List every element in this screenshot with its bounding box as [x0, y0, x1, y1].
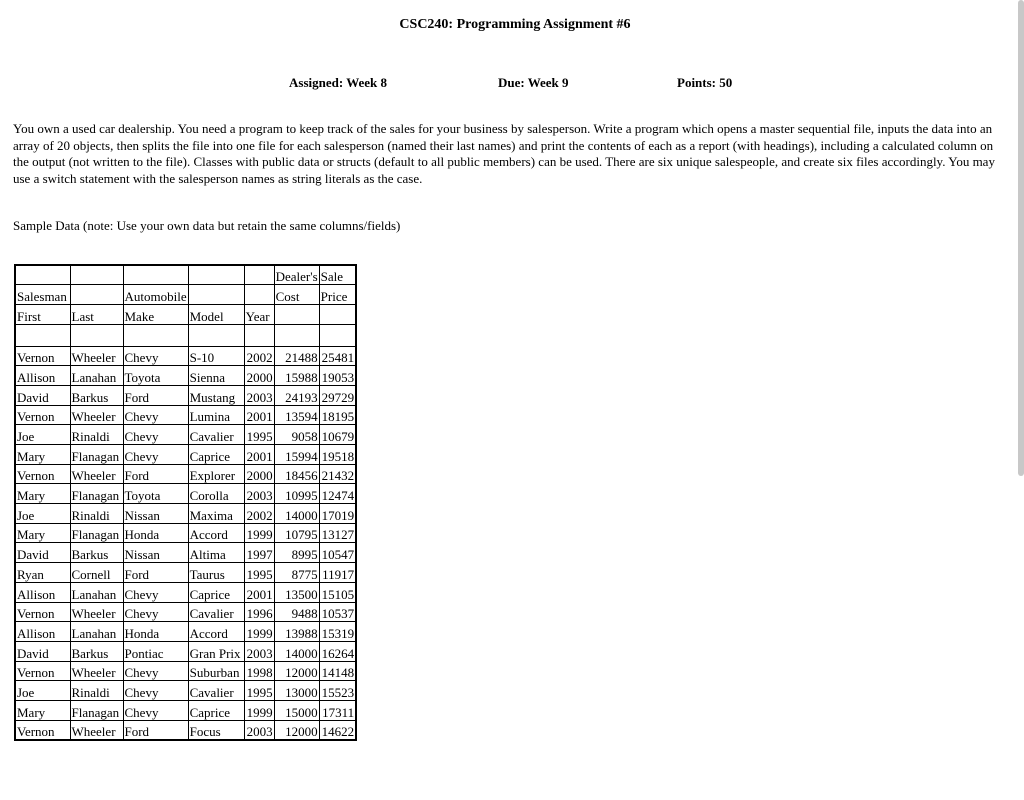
year-cell: 2001 [244, 405, 274, 425]
dealer-cost-cell: 18456 [274, 464, 319, 484]
last-name-cell: Barkus [70, 543, 123, 563]
make-cell: Honda [123, 622, 188, 642]
dealer-cost-cell: 13500 [274, 582, 319, 602]
sale-price-cell: 17311 [319, 700, 356, 720]
first-name-cell: Vernon [15, 661, 70, 681]
make-cell: Toyota [123, 484, 188, 504]
dealer-cost-cell: 8995 [274, 543, 319, 563]
year-cell: 1999 [244, 622, 274, 642]
header-sale-price-cell: Price [319, 285, 356, 305]
first-name-cell: David [15, 385, 70, 405]
year-cell: 1996 [244, 602, 274, 622]
table-row [15, 366, 356, 386]
vertical-scrollbar[interactable] [1018, 0, 1024, 476]
first-name-cell: Mary [15, 523, 70, 543]
model-cell: Corolla [188, 484, 244, 504]
header-make-cell [123, 265, 188, 285]
last-name-cell: Wheeler [70, 464, 123, 484]
first-name-cell: Ryan [15, 563, 70, 583]
year-cell: 2000 [244, 366, 274, 386]
assignment-title: CSC240: Programming Assignment #6 [399, 17, 631, 32]
first-name-cell: Joe [15, 504, 70, 524]
year-cell: 1995 [244, 681, 274, 701]
first-name-cell: Joe [15, 425, 70, 445]
make-cell: Chevy [123, 681, 188, 701]
header-last-name-cell: Last [70, 304, 123, 324]
table-row [15, 602, 356, 622]
dealer-cost-cell: 10795 [274, 523, 319, 543]
dealer-cost-cell: 21488 [274, 346, 319, 366]
due-week: Due: Week 9 [498, 75, 569, 90]
make-cell: Chevy [123, 582, 188, 602]
sale-price-cell: 10547 [319, 543, 356, 563]
make-cell: Ford [123, 563, 188, 583]
header-dealer-cost-cell [274, 304, 319, 324]
model-cell: Cavalier [188, 425, 244, 445]
sale-price-cell: 16264 [319, 641, 356, 661]
year-cell: 1998 [244, 661, 274, 681]
sale-price-cell: 18195 [319, 405, 356, 425]
empty-cell [15, 324, 70, 346]
make-cell: Honda [123, 523, 188, 543]
sale-price-cell: 14622 [319, 720, 356, 740]
model-cell: Accord [188, 622, 244, 642]
model-cell: Gran Prix [188, 641, 244, 661]
dealer-cost-cell: 15994 [274, 445, 319, 465]
year-cell: 1997 [244, 543, 274, 563]
make-cell: Chevy [123, 405, 188, 425]
make-cell: Chevy [123, 425, 188, 445]
make-cell: Chevy [123, 700, 188, 720]
model-cell: Suburban [188, 661, 244, 681]
dealer-cost-cell: 14000 [274, 504, 319, 524]
dealer-cost-cell: 13594 [274, 405, 319, 425]
table-row [15, 405, 356, 425]
sale-price-cell: 12474 [319, 484, 356, 504]
year-cell: 1995 [244, 563, 274, 583]
table-row [15, 425, 356, 445]
sale-price-cell: 10679 [319, 425, 356, 445]
model-cell: Lumina [188, 405, 244, 425]
sample-data-table [14, 264, 357, 741]
table-row [15, 700, 356, 720]
table-row [15, 681, 356, 701]
dealer-cost-cell: 15000 [274, 700, 319, 720]
header-row [15, 265, 356, 285]
last-name-cell: Cornell [70, 563, 123, 583]
model-cell: Caprice [188, 582, 244, 602]
header-row [15, 304, 356, 324]
last-name-cell: Rinaldi [70, 425, 123, 445]
first-name-cell: Joe [15, 681, 70, 701]
table-row [15, 346, 356, 366]
empty-cell [70, 324, 123, 346]
dealer-cost-cell: 13000 [274, 681, 319, 701]
last-name-cell: Wheeler [70, 405, 123, 425]
dealer-cost-cell: 15988 [274, 366, 319, 386]
last-name-cell: Lanahan [70, 582, 123, 602]
last-name-cell: Wheeler [70, 346, 123, 366]
first-name-cell: Vernon [15, 346, 70, 366]
last-name-cell: Rinaldi [70, 681, 123, 701]
last-name-cell: Barkus [70, 385, 123, 405]
make-cell: Ford [123, 464, 188, 484]
model-cell: Accord [188, 523, 244, 543]
header-model-cell [188, 285, 244, 305]
dealer-cost-cell: 24193 [274, 385, 319, 405]
model-cell: S-10 [188, 346, 244, 366]
sale-price-cell: 17019 [319, 504, 356, 524]
make-cell: Chevy [123, 346, 188, 366]
header-first-name-cell: First [15, 304, 70, 324]
sale-price-cell: 10537 [319, 602, 356, 622]
header-year-cell: Year [244, 304, 274, 324]
assignment-description: You own a used car dealership. You need a program to keep track of the sales for your business by salesperson. Write a program which opens a master sequential file, inputs the data into an array of 20 objects, then splits the file into one file for each salesperson (named their last names) and print the contents of each as a report (with headings), including a calculated column on the output (not written to the file). Classes with public data or structs (default to all public members) can be used. There are six unique salespeople, and create six files accordingly. You may use a switch statement with the salesperson names as string literals as the case. [13, 121, 995, 186]
sale-price-cell: 25481 [319, 346, 356, 366]
first-name-cell: Mary [15, 445, 70, 465]
last-name-cell: Wheeler [70, 602, 123, 622]
year-cell: 1995 [244, 425, 274, 445]
last-name-cell: Flanagan [70, 484, 123, 504]
year-cell: 2003 [244, 484, 274, 504]
header-make-cell: Make [123, 304, 188, 324]
empty-cell [244, 324, 274, 346]
model-cell: Explorer [188, 464, 244, 484]
sale-price-cell: 21432 [319, 464, 356, 484]
header-row [15, 285, 356, 305]
last-name-cell: Flanagan [70, 700, 123, 720]
year-cell: 2001 [244, 445, 274, 465]
sale-price-cell: 11917 [319, 563, 356, 583]
table-row [15, 543, 356, 563]
sale-price-cell: 29729 [319, 385, 356, 405]
table-row [15, 720, 356, 740]
empty-cell [274, 324, 319, 346]
first-name-cell: Allison [15, 622, 70, 642]
dealer-cost-cell: 9488 [274, 602, 319, 622]
spacer-row [15, 324, 356, 346]
year-cell: 2003 [244, 385, 274, 405]
header-make-cell: Automobile [123, 285, 188, 305]
first-name-cell: Vernon [15, 464, 70, 484]
header-year-cell [244, 265, 274, 285]
table-row [15, 445, 356, 465]
table-row [15, 385, 356, 405]
table-row [15, 582, 356, 602]
assigned-week: Assigned: Week 8 [289, 75, 387, 90]
first-name-cell: Mary [15, 484, 70, 504]
header-sale-price-cell: Sale [319, 265, 356, 285]
sale-price-cell: 19518 [319, 445, 356, 465]
dealer-cost-cell: 12000 [274, 661, 319, 681]
make-cell: Ford [123, 720, 188, 740]
make-cell: Toyota [123, 366, 188, 386]
table-row [15, 504, 356, 524]
sale-price-cell: 13127 [319, 523, 356, 543]
first-name-cell: David [15, 641, 70, 661]
dealer-cost-cell: 13988 [274, 622, 319, 642]
year-cell: 2000 [244, 464, 274, 484]
table-row [15, 484, 356, 504]
make-cell: Nissan [123, 543, 188, 563]
dealer-cost-cell: 10995 [274, 484, 319, 504]
year-cell: 2002 [244, 504, 274, 524]
sale-price-cell: 15105 [319, 582, 356, 602]
empty-cell [123, 324, 188, 346]
dealer-cost-cell: 8775 [274, 563, 319, 583]
make-cell: Chevy [123, 445, 188, 465]
model-cell: Cavalier [188, 681, 244, 701]
table-row [15, 641, 356, 661]
header-dealer-cost-cell: Dealer's [274, 265, 319, 285]
first-name-cell: Mary [15, 700, 70, 720]
first-name-cell: Vernon [15, 602, 70, 622]
last-name-cell: Wheeler [70, 661, 123, 681]
sale-price-cell: 19053 [319, 366, 356, 386]
table-row [15, 464, 356, 484]
dealer-cost-cell: 12000 [274, 720, 319, 740]
make-cell: Pontiac [123, 641, 188, 661]
model-cell: Focus [188, 720, 244, 740]
model-cell: Taurus [188, 563, 244, 583]
model-cell: Caprice [188, 700, 244, 720]
header-first-name-cell: Salesman [15, 285, 70, 305]
year-cell: 1999 [244, 700, 274, 720]
header-model-cell: Model [188, 304, 244, 324]
model-cell: Sienna [188, 366, 244, 386]
table-row [15, 661, 356, 681]
make-cell: Ford [123, 385, 188, 405]
last-name-cell: Barkus [70, 641, 123, 661]
header-first-name-cell [15, 265, 70, 285]
sale-price-cell: 15523 [319, 681, 356, 701]
model-cell: Maxima [188, 504, 244, 524]
year-cell: 2003 [244, 641, 274, 661]
make-cell: Nissan [123, 504, 188, 524]
year-cell: 2003 [244, 720, 274, 740]
last-name-cell: Lanahan [70, 622, 123, 642]
header-year-cell [244, 285, 274, 305]
year-cell: 2001 [244, 582, 274, 602]
points: Points: 50 [677, 75, 733, 90]
empty-cell [319, 324, 356, 346]
sample-data-label: Sample Data (note: Use your own data but retain the same columns/fields) [13, 218, 401, 233]
first-name-cell: Allison [15, 366, 70, 386]
empty-cell [188, 324, 244, 346]
header-model-cell [188, 265, 244, 285]
first-name-cell: David [15, 543, 70, 563]
last-name-cell: Flanagan [70, 523, 123, 543]
model-cell: Caprice [188, 445, 244, 465]
first-name-cell: Vernon [15, 405, 70, 425]
first-name-cell: Allison [15, 582, 70, 602]
header-last-name-cell [70, 265, 123, 285]
sale-price-cell: 14148 [319, 661, 356, 681]
header-last-name-cell [70, 285, 123, 305]
last-name-cell: Lanahan [70, 366, 123, 386]
year-cell: 1999 [244, 523, 274, 543]
first-name-cell: Vernon [15, 720, 70, 740]
header-sale-price-cell [319, 304, 356, 324]
last-name-cell: Rinaldi [70, 504, 123, 524]
table-row [15, 523, 356, 543]
last-name-cell: Flanagan [70, 445, 123, 465]
make-cell: Chevy [123, 661, 188, 681]
header-dealer-cost-cell: Cost [274, 285, 319, 305]
dealer-cost-cell: 14000 [274, 641, 319, 661]
last-name-cell: Wheeler [70, 720, 123, 740]
table-row [15, 622, 356, 642]
table-row [15, 563, 356, 583]
model-cell: Cavalier [188, 602, 244, 622]
year-cell: 2002 [244, 346, 274, 366]
model-cell: Mustang [188, 385, 244, 405]
model-cell: Altima [188, 543, 244, 563]
sale-price-cell: 15319 [319, 622, 356, 642]
make-cell: Chevy [123, 602, 188, 622]
dealer-cost-cell: 9058 [274, 425, 319, 445]
